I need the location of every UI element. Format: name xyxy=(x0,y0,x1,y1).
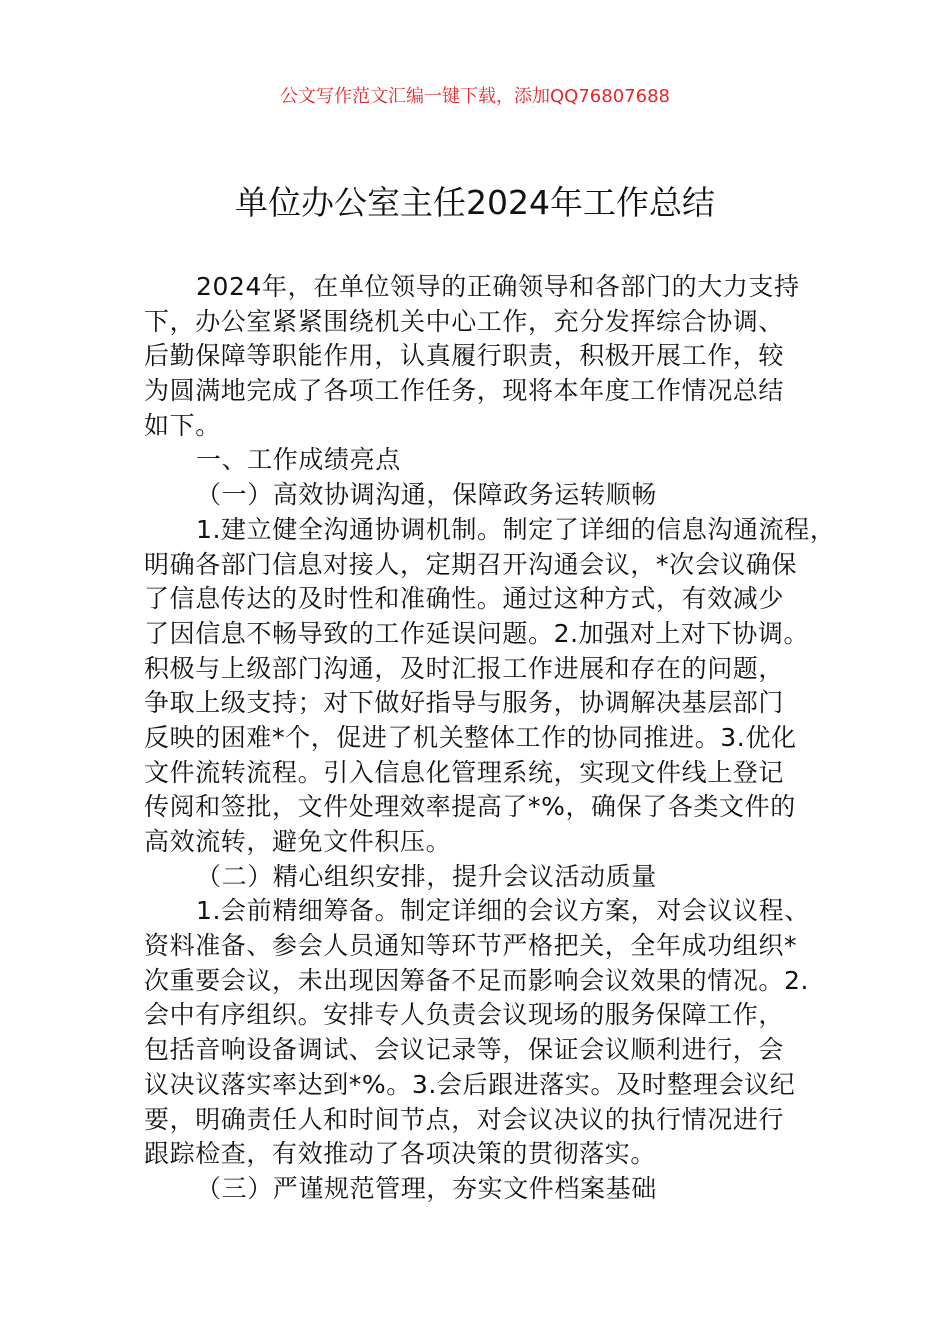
text-line: 文件流转流程。引入信息化管理系统，实现文件线上登记 xyxy=(144,757,785,787)
text-line: 传阅和签批，文件处理效率提高了*%，确保了各类文件的 xyxy=(144,792,796,822)
text-line: 2024年，在单位领导的正确领导和各部门的大力支持 xyxy=(196,272,800,301)
text-line: 后勤保障等职能作用，认真履行职责，积极开展工作，较 xyxy=(144,341,785,371)
download-watermark-link[interactable]: 公文写作范文汇编一键下载，添加QQ76807688 xyxy=(280,86,670,107)
text-line: 1.会前精细筹备。制定详细的会议方案，对会议议程、 xyxy=(196,896,810,926)
text-line: 为圆满地完成了各项工作任务，现将本年度工作情况总结 xyxy=(144,376,785,406)
text-line: 了因信息不畅导致的工作延误问题。2.加强对上对下协调。 xyxy=(144,618,810,648)
text-line: 跟踪检查，有效推动了各项决策的贯彻落实。 xyxy=(144,1139,657,1169)
text-line: 1.建立健全沟通协调机制。制定了详细的信息沟通流程， xyxy=(196,514,836,544)
text-line: 明确各部门信息对接人，定期召开沟通会议，*次会议确保 xyxy=(144,549,798,579)
text-line: 会中有序组织。安排专人负责会议现场的服务保障工作， xyxy=(144,1000,785,1030)
text-line: 反映的困难*个，促进了机关整体工作的协同推进。3.优化 xyxy=(144,722,797,752)
text-line: 一、工作成绩亮点 xyxy=(196,445,401,475)
document-title: 单位办公室主任2024年工作总结 xyxy=(235,183,715,222)
text-line: 了信息传达的及时性和准确性。通过这种方式，有效减少 xyxy=(144,584,785,614)
text-line: 次重要会议，未出现因筹备不足而影响会议效果的情况。2. xyxy=(144,965,810,995)
text-line: 争取上级支持；对下做好指导与服务，协调解决基层部门 xyxy=(144,688,785,718)
text-line: 资料准备、参会人员通知等环节严格把关，全年成功组织* xyxy=(144,931,798,961)
text-line: （三）严谨规范管理，夯实文件档案基础 xyxy=(196,1173,657,1203)
text-line: （二）精心组织安排，提升会议活动质量 xyxy=(196,861,657,891)
text-line: 包括音响设备调试、会议记录等，保证会议顺利进行，会 xyxy=(144,1035,785,1065)
text-line: 高效流转，避免文件积压。 xyxy=(144,827,452,856)
text-line: 议决议落实率达到*%。3.会后跟进落实。及时整理会议纪 xyxy=(144,1069,796,1099)
document-body xyxy=(144,270,834,1207)
text-line: 如下。 xyxy=(144,410,221,440)
text-line: 要，明确责任人和时间节点，对会议决议的执行情况进行 xyxy=(144,1104,785,1134)
text-line: （一）高效协调沟通，保障政务运转顺畅 xyxy=(196,480,657,510)
text-line: 下，办公室紧紧围绕机关中心工作，充分发挥综合协调、 xyxy=(144,306,785,336)
text-line: 积极与上级部门沟通，及时汇报工作进展和存在的问题， xyxy=(144,653,785,683)
